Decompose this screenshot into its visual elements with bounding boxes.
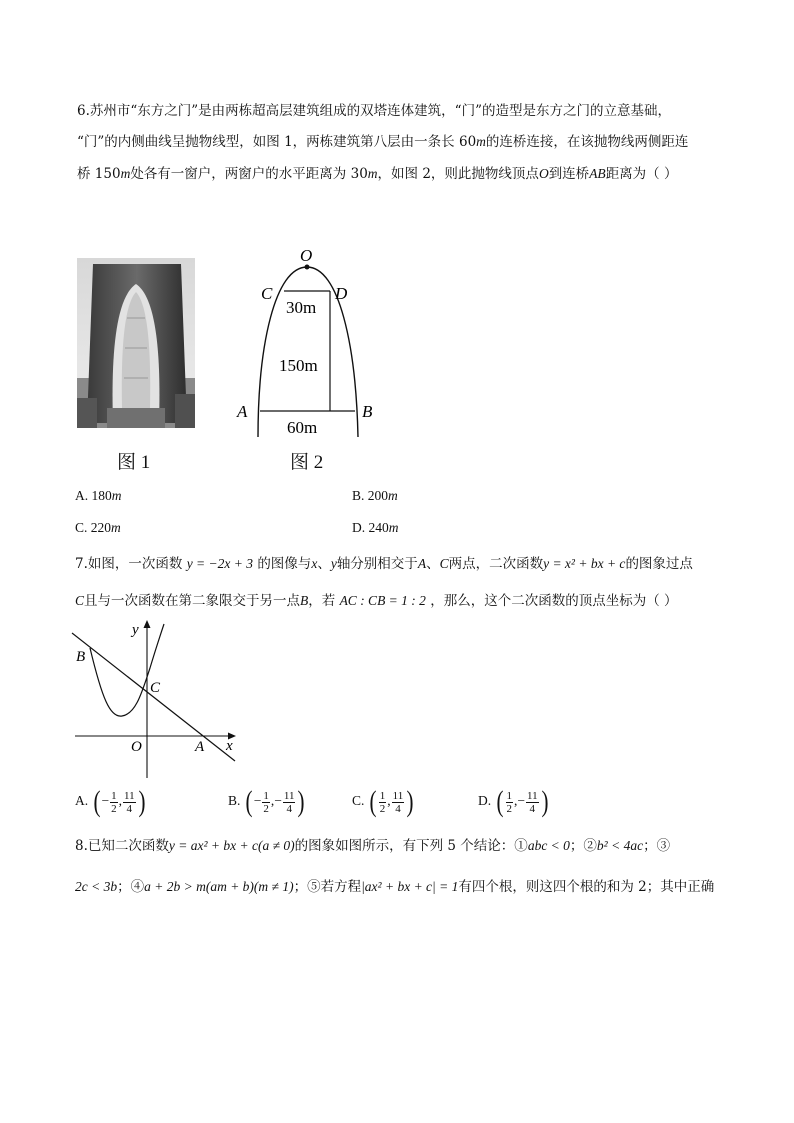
- label-D: D: [335, 284, 348, 303]
- q7-option-b[interactable]: B. ( − $\frac{1}{2}$ ,− $\frac{11}{4}$ ): [228, 785, 305, 818]
- label-60m: 60m: [287, 418, 318, 437]
- q6-option-b[interactable]: B. 200m: [352, 488, 398, 503]
- label-A: A: [237, 402, 248, 421]
- q7-option-c[interactable]: C. ( $\frac{1}{2}$ , $\frac{11}{4}$ ): [352, 785, 414, 818]
- q6-line3: 桥 150m处各有一窗户，两窗户的水平距离为 30m，如图 2，则此抛物线顶点O到连桥AB距离为（ ）: [77, 166, 678, 182]
- figure-2-caption: 图 2: [290, 452, 324, 473]
- graph-label-A: A: [195, 739, 205, 755]
- label-C: C: [261, 284, 273, 303]
- q7-option-a[interactable]: A. ( − $\frac{1}{2}$ , $\frac{11}{4}$ ): [75, 785, 146, 818]
- q7-line2: C且与一次函数在第二象限交于另一点B，若 AC : CB = 1 : 2 ，那么，这个二次函数的顶点坐标为（ ）: [75, 593, 678, 609]
- q6-line2: “门”的内侧曲线呈抛物线型，如图 1，两栋建筑第八层由一条长 60m的连桥连接，在该抛物线两侧距连: [77, 134, 689, 150]
- graph-label-y: y: [132, 622, 139, 638]
- label-150m: 150m: [279, 356, 318, 375]
- label-B: B: [362, 402, 373, 421]
- q6-option-a[interactable]: A. 180m: [75, 488, 122, 503]
- figure-1-caption: 图 1: [117, 452, 151, 473]
- graph-label-O: O: [131, 739, 142, 755]
- figure-1-photo: [77, 258, 195, 428]
- figure-2-diagram: [230, 245, 390, 440]
- graph-label-x: x: [226, 738, 233, 754]
- q7-graph: [70, 618, 240, 783]
- quadratic-curve: [90, 624, 164, 716]
- label-O: O: [300, 246, 313, 265]
- q6-option-c[interactable]: C. 220m: [75, 520, 121, 535]
- y-axis-arrow: [144, 620, 151, 628]
- graph-label-B: B: [76, 649, 86, 665]
- q6-option-d[interactable]: D. 240m: [352, 520, 399, 535]
- q8-line1: 8.已知二次函数y = ax² + bx + c(a ≠ 0)的图象如图所示，有下列 5 个结论：①abc < 0；②b² < 4ac；③: [75, 838, 671, 854]
- label-30m: 30m: [286, 298, 317, 317]
- vertex-point: [305, 265, 310, 270]
- q8-line2: 2c < 3b；④a + 2b > m(am + b)(m ≠ 1)；⑤若方程|ax² + bx + c| = 1有四个根，则这四个根的和为 2；其中正确: [75, 879, 715, 895]
- q7-line1: 7.如图，一次函数 y = −2x + 3 的图像与x、y轴分别相交于A、C两点，二次函数y = x² + bx + c的图象过点: [75, 556, 693, 572]
- linear-function-line: [72, 633, 235, 761]
- graph-label-C: C: [150, 680, 161, 696]
- q6-line1: 6.苏州市“东方之门”是由两栋超高层建筑组成的双塔连体建筑，“门”的造型是东方之门的立意基础，: [77, 103, 671, 119]
- q7-option-d[interactable]: D. ( $\frac{1}{2}$ ,− $\frac{11}{4}$ ): [478, 785, 549, 818]
